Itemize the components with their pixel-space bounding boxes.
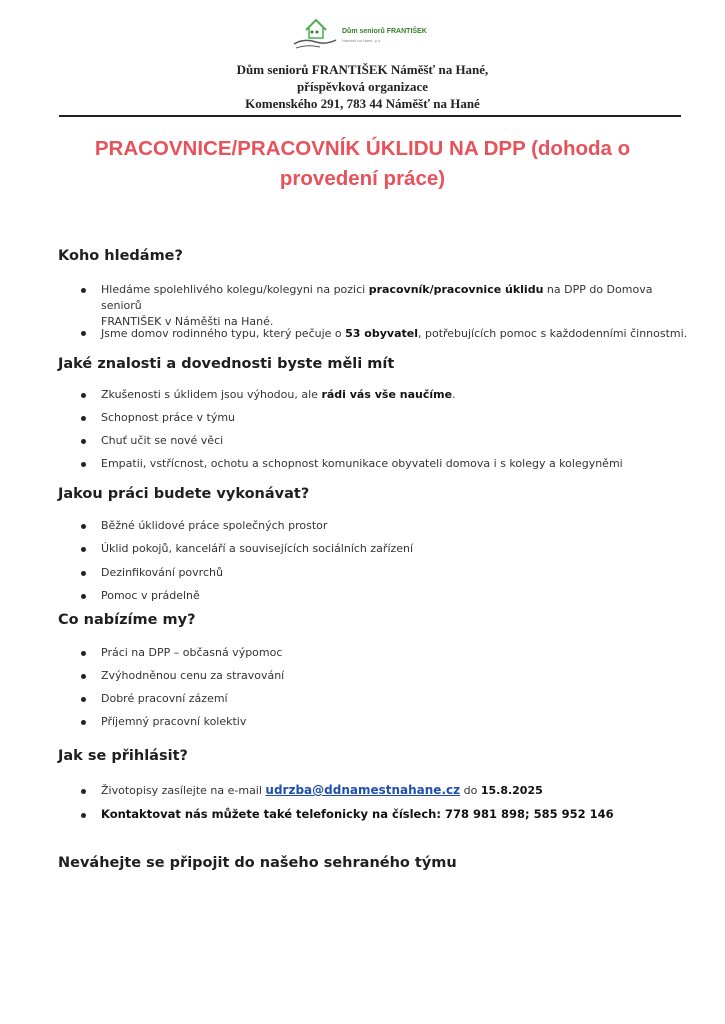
bullet-icon <box>81 789 86 794</box>
org-line-1: Dům seniorů FRANTIŠEK Náměšť na Hané, <box>236 62 489 77</box>
list-item: Životopisy zasílejte na e-mail udrzba@ddnamestnahane.cz do 15.8.2025 <box>101 783 543 797</box>
bullet-icon <box>81 393 86 398</box>
bullet-icon <box>81 697 86 702</box>
list-item: Empatii, vstřícnost, ochotu a schopnost komunikace obyvateli domova i s kolegy a kolegyněmi <box>101 457 623 470</box>
house-hand-logo-icon <box>290 14 342 54</box>
header-divider <box>59 115 681 117</box>
list-item: Schopnost práce v týmu <box>101 411 236 424</box>
list-item: Zvýhodněnou cenu za stravování <box>101 669 285 682</box>
bullet-icon <box>81 416 86 421</box>
email-link[interactable]: udrzba@ddnamestnahane.cz <box>265 783 461 797</box>
org-line-3: Komenského 291, 783 44 Náměšť na Hané <box>245 96 480 111</box>
logo <box>290 14 430 54</box>
list-item: Běžné úklidové práce společných prostor <box>101 519 328 532</box>
bullet-icon <box>81 651 86 656</box>
bullet-icon <box>81 288 86 293</box>
heading-koho-hledame: Koho hledáme? <box>58 248 183 264</box>
heading-jakou-praci: Jakou práci budete vykonávat? <box>58 486 310 502</box>
bullet-icon <box>81 594 86 599</box>
bullet-icon <box>81 547 86 552</box>
logo-name: Dům seniorů FRANTIŠEK <box>342 28 427 35</box>
list-item: Příjemný pracovní kolektiv <box>101 715 247 728</box>
bullet-icon <box>81 674 86 679</box>
list-item: Hledáme spolehlivého kolegu/kolegyni na pozici pracovník/pracovnice úklidu na DPP do Domova seniorů FRANTIŠEK v Náměšti na Hané. <box>101 283 653 328</box>
list-item: Pomoc v prádelně <box>101 589 200 602</box>
bullet-icon <box>81 462 86 467</box>
bullet-icon <box>81 720 86 725</box>
list-item: Dezinfikování povrchů <box>101 566 223 579</box>
list-item: Úklid pokojů, kanceláří a souvisejících sociálních zařízení <box>101 542 414 555</box>
bullet-icon <box>81 439 86 444</box>
list-item: Chuť učit se nové věci <box>101 434 224 447</box>
heading-co-nabizime: Co nabízíme my? <box>58 612 196 628</box>
heading-znalosti: Jaké znalosti a dovednosti byste měli mít <box>58 356 395 372</box>
title-line-1: PRACOVNICE/PRACOVNÍK ÚKLIDU NA DPP (dohoda o <box>94 137 631 160</box>
logo-sub: Náměšť na Hané, p.o. <box>342 38 382 43</box>
list-item: Jsme domov rodinného typu, který pečuje o 53 obyvatel, potřebujících pomoc s každodenními činnostmi. <box>101 327 688 340</box>
list-item: Dobré pracovní zázemí <box>101 692 228 705</box>
org-line-2: příspěvková organizace <box>296 79 429 94</box>
bullet-icon <box>81 813 86 818</box>
page-title <box>0 134 725 194</box>
bullet-icon <box>81 524 86 529</box>
bullet-icon <box>81 331 86 336</box>
heading-jak-se-prihlasit: Jak se přihlásit? <box>58 748 188 764</box>
bullet-icon <box>81 571 86 576</box>
list-item: Práci na DPP – občasná výpomoc <box>101 646 283 659</box>
title-line-2: provedení práce) <box>279 167 446 190</box>
list-item-phone: Kontaktovat nás můžete také telefonicky na číslech: 778 981 898; 585 952 146 <box>101 807 614 821</box>
closing-line: Neváhejte se připojit do našeho sehraného týmu <box>58 855 457 871</box>
list-item: Zkušenosti s úklidem jsou výhodou, ale rádi vás vše naučíme. <box>101 388 456 401</box>
